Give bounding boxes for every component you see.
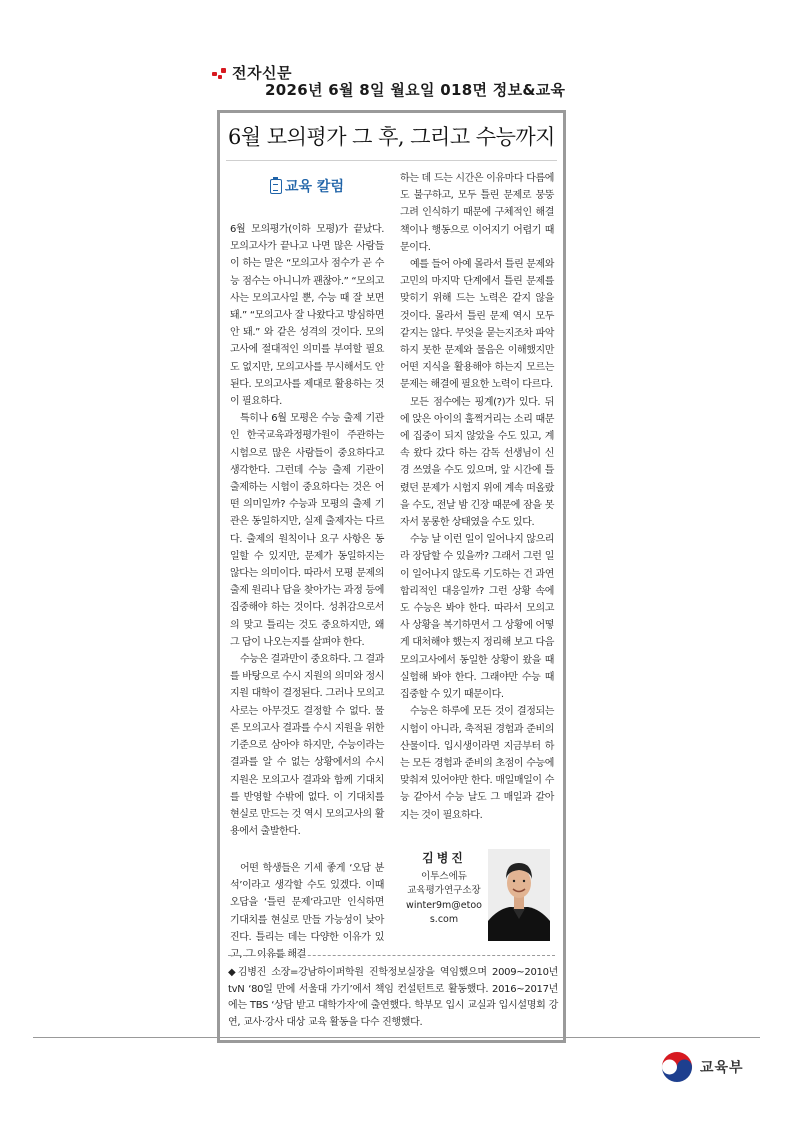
column-label xyxy=(270,176,344,196)
ministry-logo xyxy=(660,1050,744,1084)
author-org: 이투스에듀 xyxy=(421,870,467,882)
article-column-1-end xyxy=(230,860,384,963)
dateline: 2026년 6월 8일 월요일 018면 정보&교육 xyxy=(265,81,566,99)
body-paragraph: 6월 모의평가(이하 모평)가 끝났다. 모의고사가 끝나고 나면 많은 사람들이 하는 말은 “모의고사 점수가 곧 수능 점수는 아니니까 괜찮아.” “모의고사는 모의고사일 뿐, 수능 때 잘 보면 돼.” “모의고사 잘 나왔다고 방심하면 안 돼.” 와 같은 성격의 것이다. 모의고사에 절대적인 의미를 부여할 필요도 없지만, 모의고사를 무시해서도 안 된다. 모의고사를 제대로 활용하는 것이 필요하다. xyxy=(230,224,384,408)
author-box xyxy=(406,849,556,941)
author-photo xyxy=(488,849,550,941)
ministry-name: 교육부 xyxy=(700,1060,744,1076)
author-bio: ◆김병진 소장=강남하이퍼학원 진학정보실장을 역임했으며 2009~2010년 tvN ‘80일 만에 서울대 가기’에서 책임 컨설턴트로 활동했다. 2016~2017년에는 TBS ‘상담 받고 대학가자’에 출연했다. 학부모 입시 교실과 입시설명회 강연, 교사·강사 대상 교육 활동을 다수 진행했다. xyxy=(228,967,558,1028)
body-paragraph: 어떤 학생들은 기세 좋게 ‘오답 분석’이라고 생각할 수도 있겠다. 이때 오답을 ‘틀린 문제’라고만 인식하면 기대치를 현실로 만들 가능성이 낮아진다. 틀리는 데는 다양한 이유가 있고, 그 이유를 해결 xyxy=(230,863,384,961)
article-headline: 6월 모의평가 그 후, 그리고 수능까지 xyxy=(228,125,555,149)
body-paragraph: 수능은 하루에 모든 것이 결정되는 시험이 아니라, 축적된 경험과 준비의 산물이다. 입시생이라면 지금부터 하는 모든 경험과 준비의 초점이 수능에 맞춰져 있어야만 한다. 매일매일이 수능 같아서 수능 날도 그 매일과 같아지는 것이 필요하다. xyxy=(400,706,554,821)
article-box xyxy=(217,110,566,1043)
body-paragraph: 예를 들어 아예 몰라서 틀린 문제와 고민의 마지막 단계에서 틀린 문제를 맞히기 위해 드는 노력은 같지 않을 것이다. 몰라서 틀린 문제 역시 모두 같지는 않다. 무엇을 묻는지조차 파악하지 못한 문제와 물음은 이해했지만 어떤 지식을 활용해야 하는지 모르는 문제는 해결에 필요한 노력이 다르다. xyxy=(400,259,554,391)
body-paragraph: 수능은 결과만이 중요하다. 그 결과를 바탕으로 수시 지원의 의미와 정시 지원 대학이 결정된다. 그러나 모의고사로는 아무것도 결정할 수 없다. 물론 모의고사 결과를 수시 지원을 위한 기준으로 삼아야 하지만, 수능이라는 결과를 알 수 없는 상황에서의 수시 지원은 모의고사 결과와 함께 기대치를 반영할 수밖에 없다. 이 기대치를 현실로 만드는 것 역시 모의고사의 활용에서 출발한다. xyxy=(230,654,384,838)
author-email: winter9m@etoos.com xyxy=(406,899,482,925)
ministry-emblem-icon xyxy=(660,1050,694,1084)
author-info xyxy=(406,849,482,928)
body-paragraph: 하는 데 드는 시간은 이유마다 다름에도 불구하고, 모두 틀린 문제로 뭉뚱그려 인식하기 때문에 구체적인 해결책이나 행동으로 이어지기 어렵기 때문이다. xyxy=(400,173,554,253)
bio-divider xyxy=(228,955,555,956)
body-paragraph: 모든 점수에는 핑계(?)가 있다. 뒤에 앉은 아이의 훌쩍거리는 소리 때문에 집중이 되지 않았을 수도 있고, 계속 왔다 갔다 하는 감독 선생님이 신경 쓰였을 수도 있으며, 앞 시간에 틀렸던 문제가 시험지 위에 계속 떠올랐을 수도, 전날 밤 긴장 때문에 잠을 못 자서 몽롱한 상태였을 수도 있다. xyxy=(400,396,554,529)
newspaper-logo-icon xyxy=(212,66,228,80)
headline-divider xyxy=(226,160,557,161)
article-column-2 xyxy=(400,170,554,824)
author-title: 교육평가연구소장 xyxy=(407,885,481,896)
author-name: 김병진 xyxy=(422,851,466,865)
footer-divider xyxy=(33,1037,760,1038)
body-paragraph: 수능 날 이런 일이 일어나지 않으리라 장담할 수 있을까? 그래서 그런 일이 일어나지 않도록 기도하는 건 과연 합리적인 대응일까? 그런 상황 속에도 수능은 봐야 한다. 따라서 모의고사 상황을 복기하면서 그 상황에 어떻게 대처해야 했는지 정리해 보고 다음 모의고사에서 동일한 상황이 왔을 때 실험해 봐야 한다. 그래야만 수능 때 집중할 수 있기 때문이다. xyxy=(400,534,554,701)
column-label-text: 교육 칼럼 xyxy=(285,179,344,195)
article-column-1 xyxy=(230,221,384,840)
newspaper-name: 전자신문 xyxy=(232,64,292,82)
body-paragraph: 특히나 6월 모평은 수능 출제 기관인 한국교육과정평가원이 주관하는 시험으로 많은 사람들이 중요하다고 생각한다. 그런데 수능 출제 기관이 출제하는 시험이 중요하다는 것은 어떤 의미일까? 수능과 모평의 출제 기관은 동일하지만, 실제 출제자는 다르다. 출제의 원칙이나 요구 사항은 동일할 수 있지만, 문제가 동일하지는 않다는 의미이다. 따라서 모평 문제의 출제 원리나 답을 찾아가는 과정 등에 집중해야 하는 것이다. 성취감으로서의 맞고 틀리는 것도 중요하지만, 왜 그 답이 나오는지를 살펴야 한다. xyxy=(230,413,384,648)
clipboard-icon xyxy=(270,179,282,194)
